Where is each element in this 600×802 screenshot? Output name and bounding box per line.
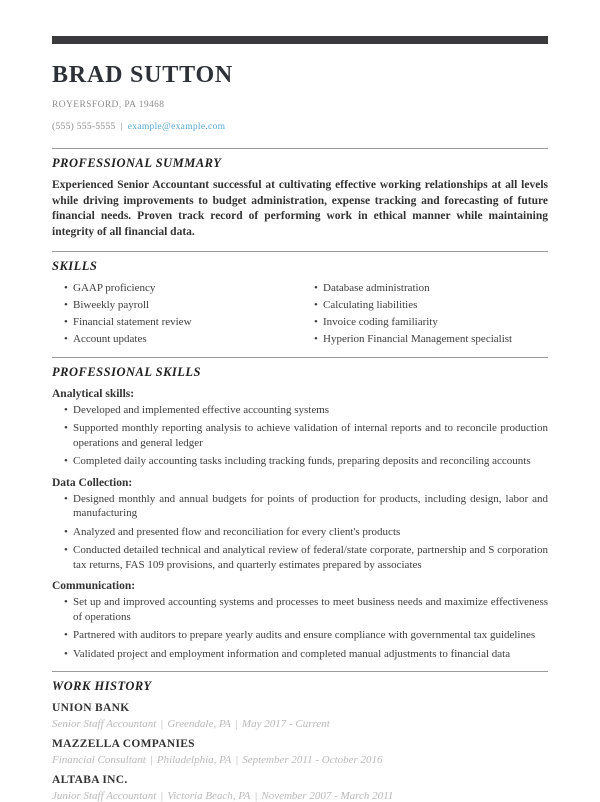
detail-separator: | — [235, 754, 239, 767]
contact-separator: | — [120, 122, 123, 132]
section-divider — [52, 251, 548, 252]
job-details — [52, 790, 548, 802]
skill-item: • GAAP proficiency — [52, 280, 302, 297]
job-entry — [52, 702, 548, 730]
job-location: Victoria Beach, PA — [167, 790, 251, 802]
email-link[interactable]: example@example.com — [127, 122, 226, 132]
skill-group-bullets — [52, 492, 548, 573]
bullet-item: • Partnered with auditors to prepare yearly audits and ensure compliance with governmental tax guidelines — [52, 628, 548, 643]
section-title-skills: SKILLS — [52, 258, 98, 273]
job-entry — [52, 738, 548, 766]
job-company: MAZZELLA COMPANIES — [52, 738, 195, 751]
detail-separator: | — [234, 718, 238, 731]
skill-item: • Calculating liabilities — [302, 297, 548, 314]
job-location: Philadelphia, PA — [156, 754, 232, 767]
bullet-item: • Set up and improved accounting systems and processes to meet business needs and maximize effectiveness of operations — [52, 595, 548, 624]
job-dates: September 2011 - October 2016 — [242, 754, 383, 767]
bullet-item: • Analyzed and presented flow and reconciliation for every client's products — [52, 525, 548, 540]
skill-item: • Account updates — [52, 331, 302, 348]
bullet-item: • Conducted detailed technical and analytical review of federal/state corporate, partnership and S corporation tax returns, FAS 109 provisions, and quarterly estimates prepared by associates — [52, 543, 548, 572]
skill-item: • Financial statement review — [52, 314, 302, 331]
section-divider — [52, 357, 548, 358]
skill-item: • Database administration — [302, 280, 548, 297]
section-title-summary: PROFESSIONAL SUMMARY — [52, 156, 222, 170]
skill-group-bullets — [52, 595, 548, 661]
skill-item: • Invoice coding familiarity — [302, 314, 548, 331]
skill-group-communication — [52, 580, 548, 661]
job-dates: November 2007 - March 2011 — [261, 790, 394, 802]
bullet-item: • Developed and implemented effective accounting systems — [52, 403, 548, 418]
job-location: Greendale, PA — [167, 718, 231, 731]
skill-item: • Biweekly payroll — [52, 297, 302, 314]
job-entry — [52, 774, 548, 802]
skill-group-analytical — [52, 388, 548, 469]
section-divider — [52, 148, 548, 149]
section-summary — [52, 148, 548, 241]
bullet-item: • Supported monthly reporting analysis to achieve validation of internal reports and to reconcile production operations and general ledger — [52, 421, 548, 450]
job-details — [52, 754, 548, 766]
job-title: Financial Consultant — [52, 754, 146, 767]
skill-group-label: Communication: — [52, 580, 136, 593]
job-details — [52, 718, 548, 730]
skills-columns — [52, 280, 548, 348]
detail-separator: | — [149, 754, 153, 767]
skill-group-bullets — [52, 403, 548, 469]
job-company: ALTABA INC. — [52, 774, 128, 787]
bullet-item: • Completed daily accounting tasks including tracking funds, preparing deposits and reconciling accounts — [52, 454, 548, 469]
skill-group-label: Data Collection: — [52, 476, 133, 489]
job-dates: May 2017 - Current — [241, 718, 330, 731]
summary-text: Experienced Senior Accountant successful at cultivating effective working relationships at all levels while driving improvements to budget administration, expense tracking and forecasting of future financial needs. Proven track record of performing work in ethical manner while maintaining integrity of all financial data. — [52, 179, 548, 238]
skills-column-left — [52, 280, 302, 348]
job-title: Junior Staff Accountant — [52, 790, 157, 802]
contact-line — [52, 122, 548, 132]
detail-separator: | — [160, 790, 164, 802]
skill-group-label: Analytical skills: — [52, 387, 135, 400]
section-work-history — [52, 671, 548, 802]
header-accent-bar — [52, 36, 548, 44]
section-skills — [52, 251, 548, 348]
section-professional-skills — [52, 357, 548, 662]
bullet-item: • Validated project and employment information and completed manual adjustments to financial data — [52, 647, 548, 662]
section-title-work-history: WORK HISTORY — [52, 679, 152, 694]
candidate-name: BRAD SUTTON — [52, 62, 234, 88]
section-divider — [52, 671, 548, 672]
detail-separator: | — [160, 718, 164, 731]
job-title: Senior Staff Accountant — [52, 718, 157, 731]
skill-group-data-collection — [52, 477, 548, 573]
detail-separator: | — [254, 790, 258, 802]
skill-item: • Hyperion Financial Management specialist — [302, 331, 548, 348]
phone-number: (555) 555-5555 — [52, 122, 116, 132]
bullet-item: • Designed monthly and annual budgets for points of production for products, including design, labor and manufacturing — [52, 492, 548, 521]
job-company: UNION BANK — [52, 702, 130, 715]
skills-column-right — [302, 280, 548, 348]
candidate-location: ROYERSFORD, PA 19468 — [52, 100, 165, 110]
section-title-professional-skills: PROFESSIONAL SKILLS — [52, 364, 202, 379]
